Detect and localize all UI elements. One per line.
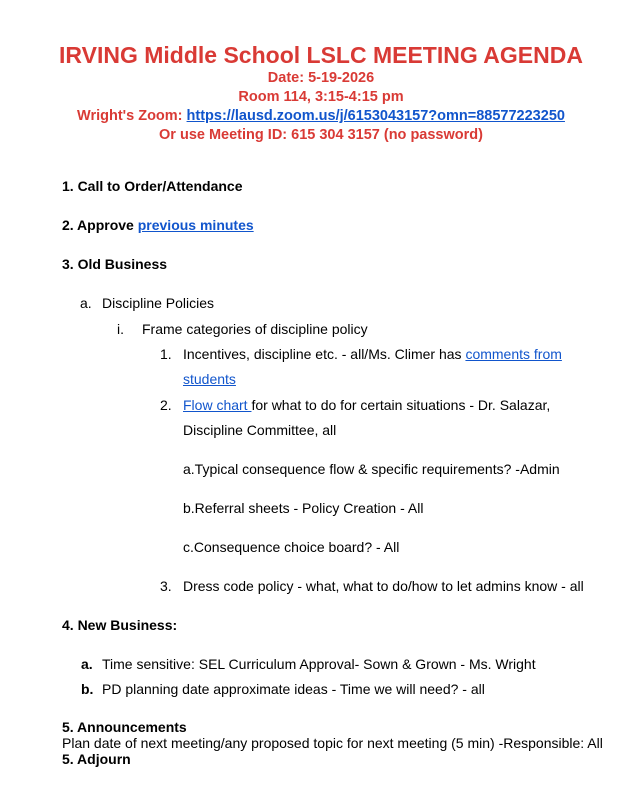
announcements-text: Plan date of next meeting/any proposed topic for next meeting (5 min) -Responsible: All: [62, 735, 603, 751]
students-link[interactable]: students: [183, 371, 236, 387]
flow-chart-link[interactable]: Flow chart: [183, 397, 252, 413]
list-marker: 1.: [160, 346, 172, 362]
comments-link[interactable]: comments from: [465, 346, 562, 362]
flow-chart-item: [183, 396, 550, 414]
item-approve-minutes: [62, 216, 254, 234]
meeting-id: Or use Meeting ID: 615 304 3157 (no password): [159, 127, 483, 143]
item-new-business: 4. New Business:: [62, 617, 178, 633]
item-old-business: 3. Old Business: [62, 256, 168, 272]
list-marker: i.: [117, 321, 124, 337]
students-link-line: [183, 370, 236, 388]
typical-consequence-item: a.Typical consequence flow & specific requirements? -Admin: [183, 461, 560, 477]
list-marker: a.: [80, 295, 92, 311]
list-marker: a.: [81, 656, 93, 672]
meeting-room-time: Room 114, 3:15-4:15 pm: [238, 89, 404, 105]
approve-label: 2. Approve: [62, 217, 138, 233]
frame-categories: Frame categories of discipline policy: [142, 321, 368, 337]
item-call-to-order: 1. Call to Order/Attendance: [62, 178, 243, 194]
pd-planning-item: PD planning date approximate ideas - Time we will need? - all: [102, 681, 485, 697]
zoom-link[interactable]: https://lausd.zoom.us/j/6153043157?omn=88577223250: [186, 108, 565, 124]
referral-sheets-item: b.Referral sheets - Policy Creation - All: [183, 500, 424, 516]
item-announcements: 5. Announcements: [62, 719, 187, 735]
incentives-item: [183, 345, 562, 363]
page-title: IRVING Middle School LSLC MEETING AGENDA: [59, 42, 583, 68]
discipline-policies: Discipline Policies: [102, 295, 215, 311]
dress-code-item: Dress code policy - what, what to do/how to let admins know - all: [183, 578, 584, 594]
zoom-line: [0, 107, 642, 125]
flow-chart-text: for what to do for certain situations - Dr. Salazar,: [251, 397, 551, 413]
flow-chart-text-continued: Discipline Committee, all: [183, 422, 337, 438]
previous-minutes-link[interactable]: previous minutes: [137, 217, 254, 233]
sel-curriculum-item: Time sensitive: SEL Curriculum Approval- Sown & Grown - Ms. Wright: [102, 656, 536, 672]
incentives-text: Incentives, discipline etc. - all/Ms. Climer has: [183, 346, 466, 362]
zoom-label: Wright's Zoom:: [77, 108, 187, 124]
list-marker: b.: [81, 681, 94, 697]
item-adjourn: 5. Adjourn: [62, 751, 131, 767]
list-marker: 3.: [160, 578, 172, 594]
meeting-date: Date: 5-19-2026: [267, 70, 375, 86]
list-marker: 2.: [160, 397, 172, 413]
choice-board-item: c.Consequence choice board? - All: [183, 539, 400, 555]
